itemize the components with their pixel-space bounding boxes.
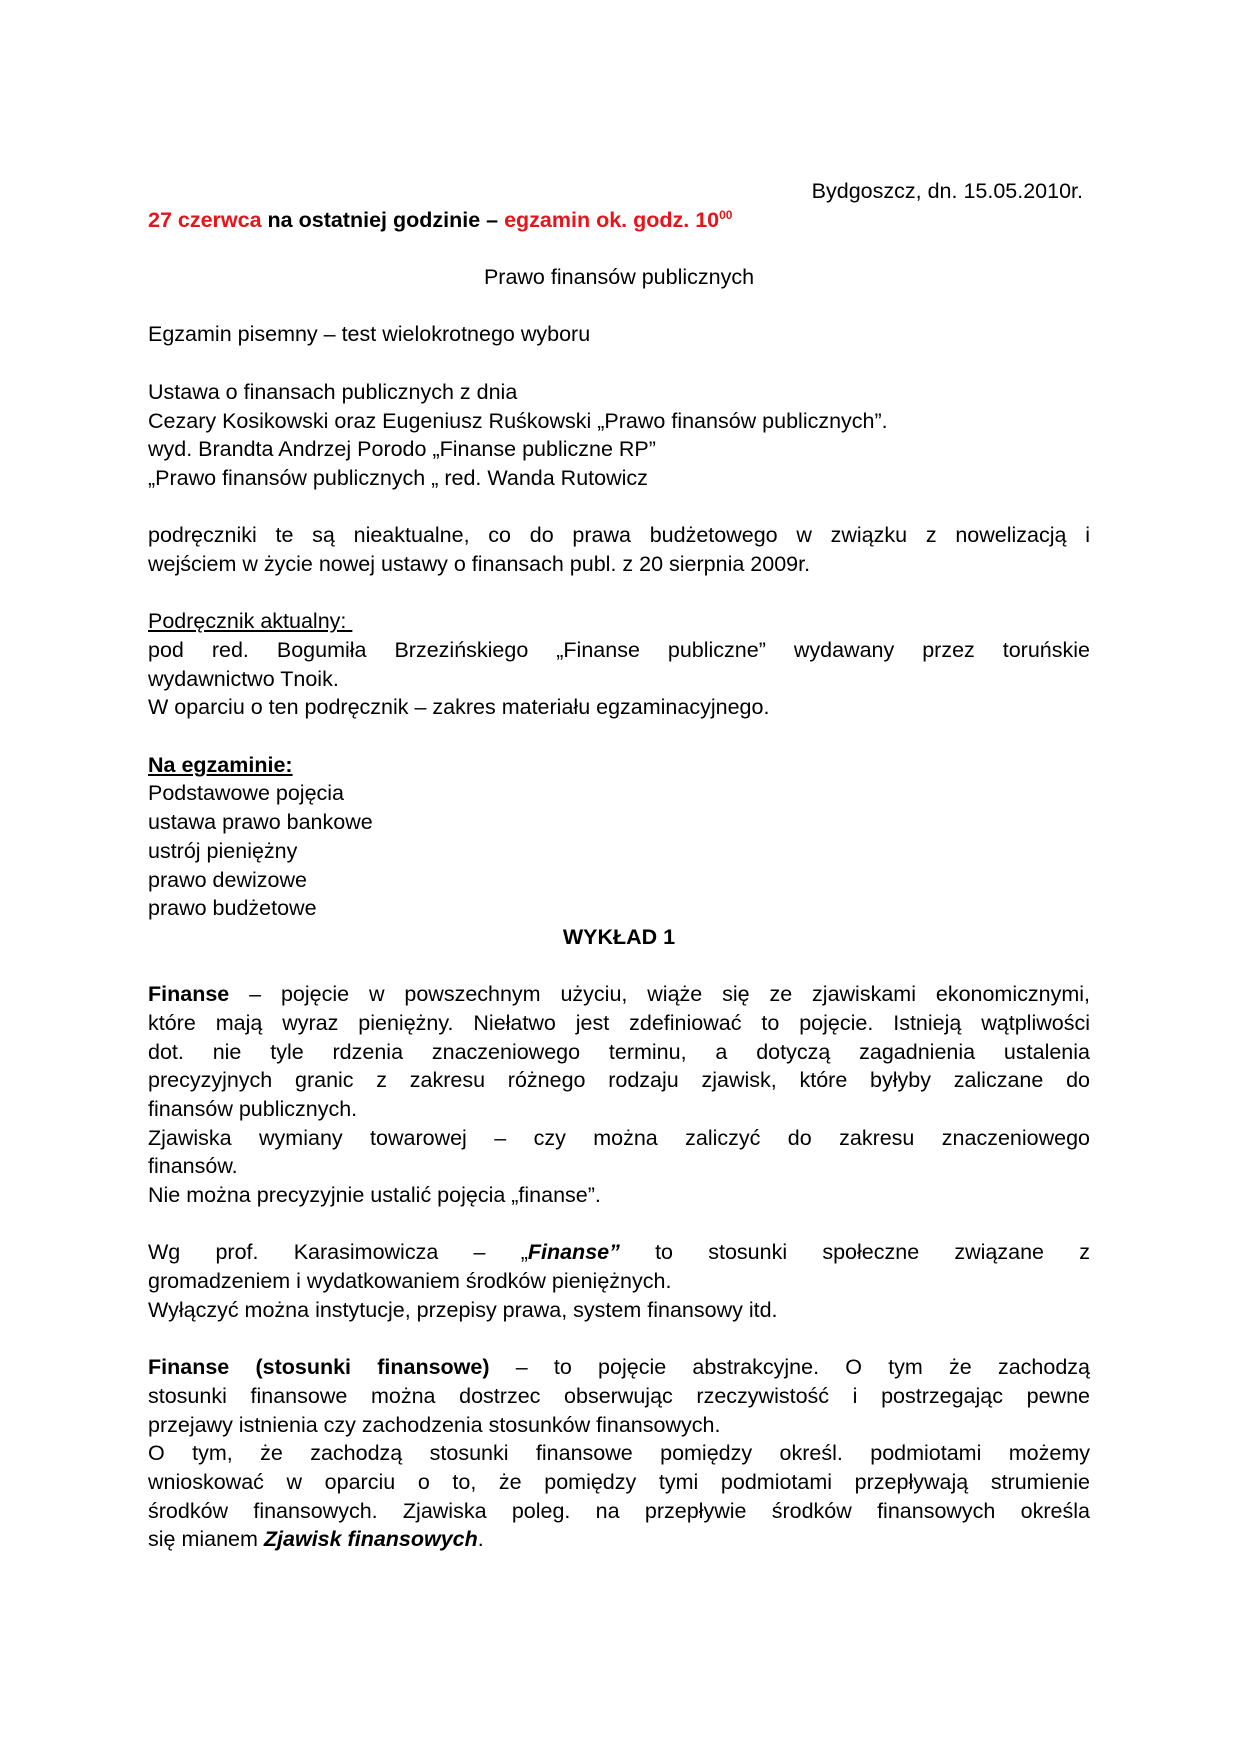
current-book-line: W oparciu o ten podręcznik – zakres materiału egzaminacyjnego. (148, 695, 770, 720)
exam-topic: ustawa prawo bankowe (148, 810, 373, 835)
paragraph-line (148, 1525, 1090, 1554)
paragraph-line: dot. nie tyle rdzenia znaczeniowego terminu, a dotyczą zagadnienia ustalenia (148, 1039, 1090, 1064)
paragraph-line (148, 980, 1090, 1009)
outdated-line: wejściem w życie nowej ustawy o finansach publ. z 20 sierpnia 2009r. (148, 551, 811, 576)
text: – to pojęcie abstrakcyjne. O tym że zachodzą (489, 1355, 1091, 1380)
text: – pojęcie w powszechnym użyciu, wiąże się ze zjawiskami ekonomicznymi, (229, 982, 1090, 1007)
paragraph-line: wnioskować w oparciu o to, że pomiędzy tymi podmiotami przepływają strumienie (148, 1469, 1090, 1494)
paragraph-line: finansów publicznych. (148, 1097, 358, 1121)
paragraph-line (148, 1238, 1090, 1267)
text: Wg prof. Karasimowicza – „ (148, 1240, 528, 1265)
outdated-line: podręczniki te są nieaktualne, co do prawa budżetowego w związku z nowelizacją i (148, 523, 1090, 548)
exam-notice (148, 206, 1090, 235)
paragraph-line: Wyłączyć można instytucje, przepisy prawa, system finansowy itd. (148, 1297, 778, 1322)
current-book-line: wydawnictwo Tnoik. (148, 666, 339, 691)
document-title: Prawo finansów publicznych (483, 265, 755, 290)
paragraph-line: stosunki finansowe można dostrzec obserwując rzeczywistość i postrzegając pewne (148, 1383, 1090, 1408)
paragraph-line: gromadzeniem i wydatkowaniem środków pieniężnych. (148, 1269, 672, 1294)
exam-topics-heading: Na egzaminie: (148, 752, 293, 777)
exam-topic: prawo budżetowe (148, 896, 317, 921)
notice-date: 27 czerwca (148, 207, 262, 232)
paragraph-line: Nie można precyzyjnie ustalić pojęcia „finanse”. (148, 1183, 601, 1208)
exam-topic: ustrój pieniężny (148, 838, 298, 863)
paragraph-line: przejawy istnienia czy zachodzenia stosunków finansowych. (148, 1412, 721, 1437)
source-line: wyd. Brandta Andrzej Porodo „Finanse publiczne RP” (148, 437, 656, 462)
notice-time: egzamin ok. godz. 10 (504, 207, 720, 232)
paragraph-line: O tym, że zachodzą stosunki finansowe pomiędzy określ. podmiotami możemy (148, 1441, 1090, 1466)
current-book-line: pod red. Bogumiła Brzezińskiego „Finanse publiczne” wydawany przez toruńskie (148, 638, 1090, 662)
text: się mianem (148, 1527, 264, 1552)
place-date: Bydgoszcz, dn. 15.05.2010r. (811, 179, 1083, 203)
notice-text: na ostatniej godzinie – (261, 207, 505, 232)
paragraph-line: finansów. (148, 1154, 238, 1179)
source-line: Ustawa o finansach publicznych z dnia (148, 379, 518, 404)
current-book-heading: Podręcznik aktualny: (148, 609, 353, 634)
source-line: Cezary Kosikowski oraz Eugeniusz Ruśkowski „Prawo finansów publicznych”. (148, 408, 888, 433)
document-page (148, 177, 1090, 1554)
paragraph-line: precyzyjnych granic z zakresu różnego rodzaju zjawisk, które byłyby zaliczane do (148, 1068, 1090, 1093)
paragraph-line (148, 1353, 1090, 1382)
term-finanse: Finanse (148, 982, 230, 1007)
lecture-heading: WYKŁAD 1 (562, 924, 676, 949)
paragraph-line: środków finansowych. Zjawiska poleg. na przepływie środków finansowych określa (148, 1498, 1090, 1523)
term-finanse-italic: Finanse” (527, 1240, 620, 1265)
exam-topic: prawo dewizowe (148, 867, 307, 892)
paragraph-line: Zjawiska wymiany towarowej – czy można zaliczyć do zakresu znaczeniowego (148, 1125, 1090, 1150)
source-line: „Prawo finansów publicznych „ red. Wanda Rutowicz (148, 465, 648, 490)
exam-type: Egzamin pisemny – test wielokrotnego wyboru (148, 322, 591, 347)
notice-time-sup: 00 (719, 207, 733, 222)
text: . (477, 1527, 484, 1552)
term-stosunki: Finanse (stosunki finansowe) (148, 1355, 490, 1380)
exam-topic: Podstawowe pojęcia (148, 781, 345, 806)
text: to stosunki społeczne związane z (619, 1240, 1090, 1265)
term-zjawisk: Zjawisk finansowych (263, 1527, 478, 1552)
paragraph-line: które mają wyraz pieniężny. Niełatwo jest zdefiniować to pojęcie. Istnieją wątpliwości (148, 1010, 1090, 1035)
